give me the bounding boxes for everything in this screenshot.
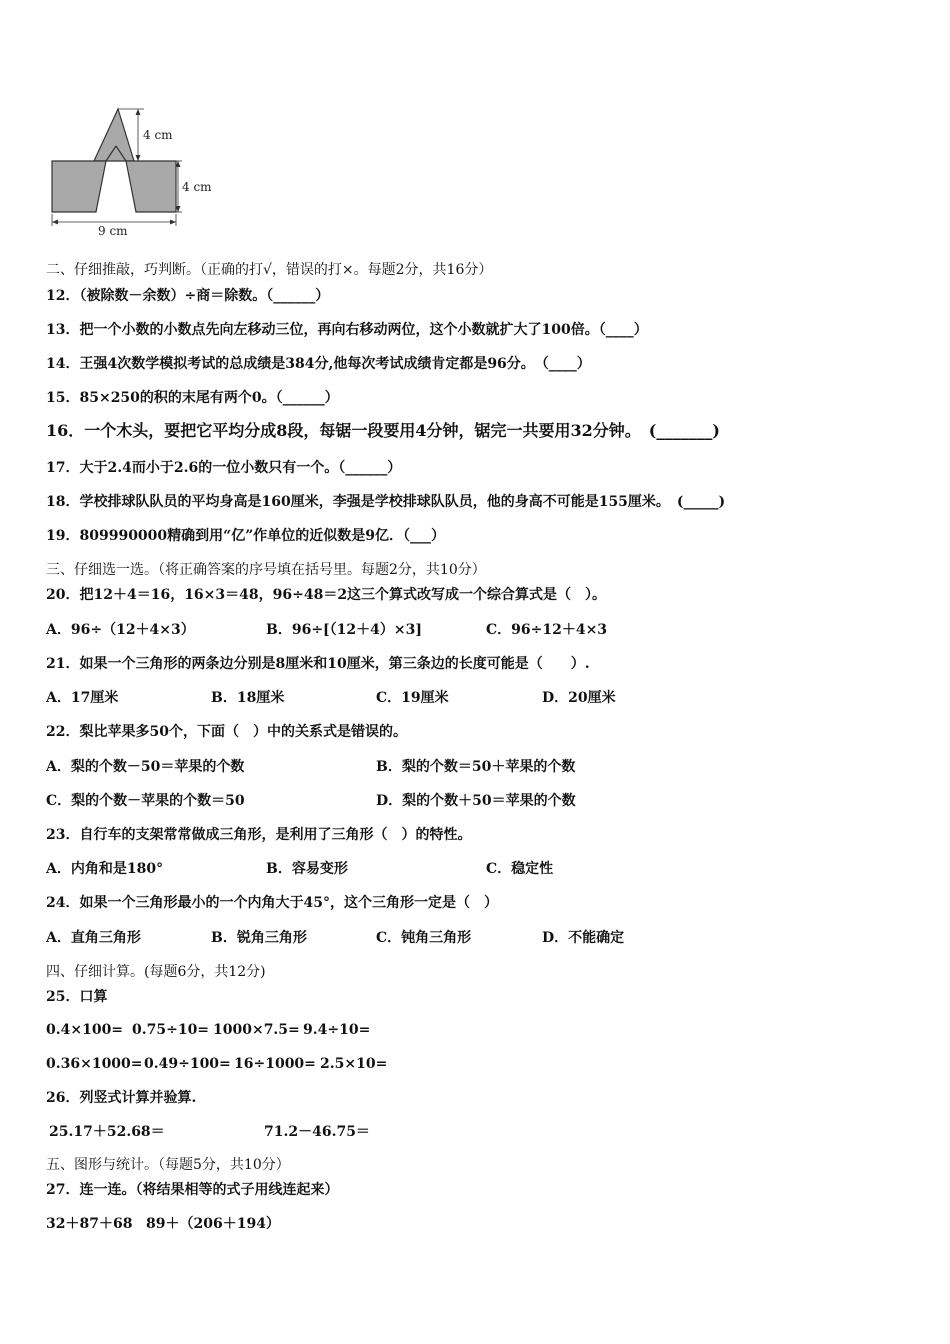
q23-option-a: A．内角和是180° — [46, 861, 164, 877]
lower-notched-shape — [52, 161, 106, 212]
q23-option-c: C．稳定性 — [486, 861, 554, 877]
q21-option-b: B．18厘米 — [211, 690, 285, 706]
q25-row1 — [46, 1020, 846, 1040]
q22-option-d: D．梨的个数＋50＝苹果的个数 — [376, 793, 576, 809]
q24-option-c: C．钝角三角形 — [376, 930, 472, 946]
q27-expr1: 32＋87＋68 — [46, 1216, 133, 1232]
q23-option-b: B．容易变形 — [266, 861, 348, 877]
question-19: 19．809990000精确到用“亿”作单位的近似数是9亿．（___） — [46, 528, 445, 544]
question-25: 25．口算 — [46, 989, 108, 1005]
question-20-options — [46, 620, 846, 640]
composite-shape-figure — [46, 106, 226, 241]
question-17: 17．大于2.4而小于2.6的一位小数只有一个。（______） — [46, 460, 402, 476]
q22-option-c: C．梨的个数－苹果的个数＝50 — [46, 793, 245, 809]
q25-r1-item1: 0.4×100= — [46, 1022, 124, 1038]
q20-option-c: C．96÷12＋4×3 — [486, 622, 608, 638]
q22-option-b: B．梨的个数＝50＋苹果的个数 — [376, 759, 576, 775]
question-14: 14．王强4次数学模拟考试的总成绩是384分,他每次考试成绩肯定都是96分。 （____） — [46, 356, 591, 372]
question-27: 27．连一连。（将结果相等的式子用线连起来） — [46, 1182, 339, 1198]
question-12: 12．（被除数－余数）÷商＝除数。（______） — [46, 288, 330, 304]
question-22-options-row1 — [46, 757, 846, 777]
q24-option-d: D．不能确定 — [542, 930, 625, 946]
question-20: 20．把12＋4＝16，16×3＝48，96÷48＝2这三个算式改写成一个综合算式是（ ）。 — [46, 587, 607, 603]
q25-r2-item1: 0.36×1000= — [46, 1056, 143, 1072]
question-23: 23．自行车的支架常常做成三角形，是利用了三角形（ ）的特性。 — [46, 827, 472, 843]
question-21-options — [46, 688, 846, 708]
question-24: 24．如果一个三角形最小的一个内角大于45°，这个三角形一定是（ ） — [46, 895, 498, 911]
section5-heading: 五、图形与统计。（每题5分，共10分） — [46, 1157, 290, 1173]
top-triangle — [94, 109, 134, 161]
q21-option-d: D．20厘米 — [542, 690, 616, 706]
section4-heading: 四、仔细计算。(每题6分，共12分) — [46, 964, 266, 980]
q24-option-a: A．直角三角形 — [46, 930, 141, 946]
label-bottom-width: 9 cm — [98, 224, 128, 238]
q20-option-b: B．96÷[（12＋4）×3] — [266, 622, 422, 638]
section3-heading: 三、仔细选一选。（将正确答案的序号填在括号里。每题2分，共10分） — [46, 562, 486, 578]
q25-r2-item2: 0.49÷100= — [144, 1056, 231, 1072]
question-22: 22．梨比苹果多50个，下面（ ）中的关系式是错误的。 — [46, 724, 407, 740]
q25-row2 — [46, 1054, 846, 1074]
q25-r1-item4: 9.4÷10= — [303, 1022, 371, 1038]
q26-expr2: 71.2－46.75＝ — [264, 1124, 370, 1140]
q27-expressions — [46, 1214, 846, 1234]
q22-option-a: A．梨的个数－50＝苹果的个数 — [46, 759, 245, 775]
question-13: 13．把一个小数的小数点先向左移动三位，再向右移动两位，这个小数就扩大了100倍。（____） — [46, 322, 648, 338]
q20-option-a: A．96÷（12＋4×3） — [46, 622, 195, 638]
q26-expressions — [46, 1122, 846, 1142]
q27-expr2: 89＋（206＋194） — [146, 1216, 280, 1232]
q25-r1-item3: 1000×7.5= — [213, 1022, 300, 1038]
question-15: 15．85×250的积的末尾有两个0。（______） — [46, 390, 339, 406]
question-16: 16．一个木头，要把它平均分成8段，每锯一段要用4分钟，锯完一共要用32分钟。 (_______) — [46, 421, 720, 440]
question-26: 26．列竖式计算并验算. — [46, 1090, 197, 1106]
question-24-options — [46, 928, 846, 948]
q25-r2-item3: 16÷1000= — [234, 1056, 316, 1072]
q25-r2-item4: 2.5×10= — [320, 1056, 388, 1072]
q25-r1-item2: 0.75÷10= — [132, 1022, 210, 1038]
question-18: 18．学校排球队队员的平均身高是160厘米，李强是学校排球队队员，他的身高不可能是155厘米。 (_____) — [46, 494, 726, 510]
section2-heading: 二、仔细推敲，巧判断。（正确的打√，错误的打×。每题2分，共16分） — [46, 262, 493, 278]
lower-right-shape — [126, 161, 176, 212]
label-top-height: 4 cm — [143, 128, 173, 142]
question-21: 21．如果一个三角形的两条边分别是8厘米和10厘米，第三条边的长度可能是（ ）. — [46, 656, 590, 672]
q21-option-a: A．17厘米 — [46, 690, 119, 706]
q21-option-c: C．19厘米 — [376, 690, 449, 706]
question-22-options-row2 — [46, 791, 846, 811]
q24-option-b: B．锐角三角形 — [211, 930, 307, 946]
question-23-options — [46, 859, 846, 879]
q26-expr1: 25.17＋52.68＝ — [49, 1124, 165, 1140]
label-right-height: 4 cm — [182, 180, 212, 194]
